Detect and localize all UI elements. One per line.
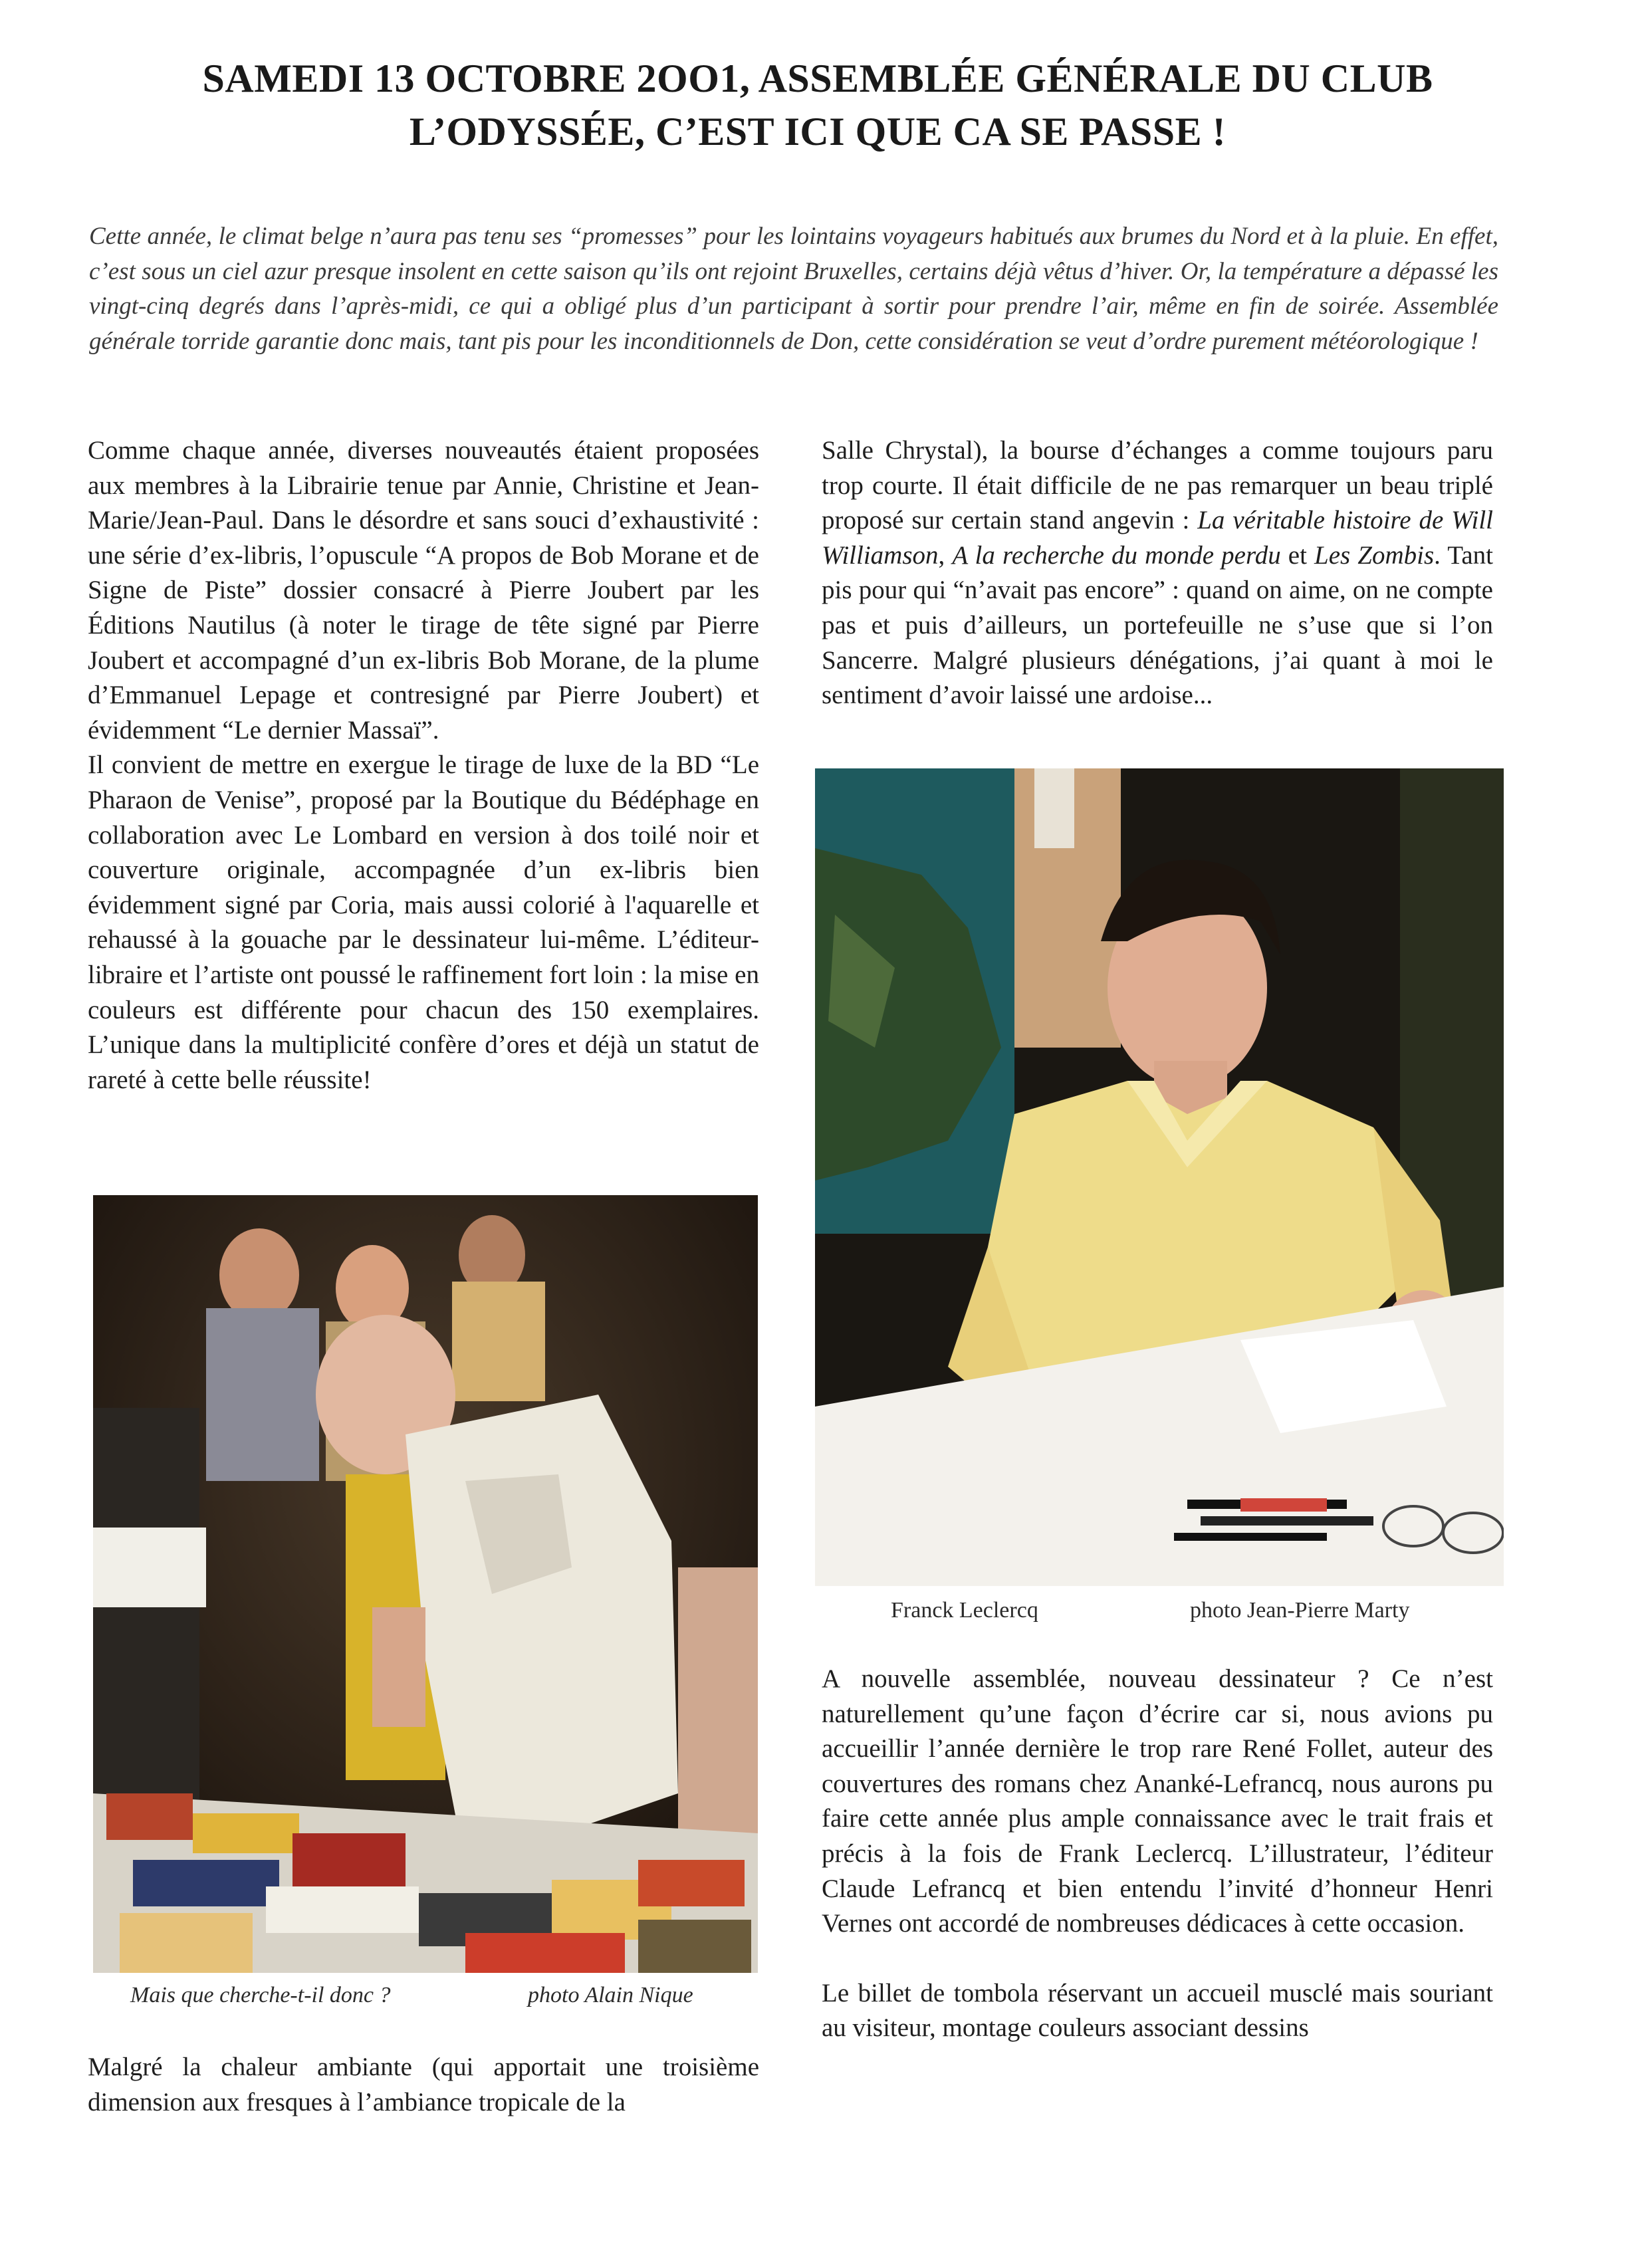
left-paragraph-1: Comme chaque année, diverses nouveautés étaient proposées aux membres à la Librairie tenue par Annie, Christine et Jean-Marie/Jean-Paul. Dans le désordre et sans souci d’exhaustivité : une série d’ex-libris, l’opuscule “A propos de Bob Morane et de Signe de Piste” dossier consacré à Pierre Joubert par les Éditions Nautilus (à noter le tirage de tête signé par Pierre Joubert et accompagné d’un ex-libris Bob Morane, de la plume d’Emmanuel Lepage et contresigné par Pierre Joubert) et évidemment “Le dernier Massaï”. bbox=[88, 436, 759, 744]
left-column-upper bbox=[88, 433, 759, 1097]
photo-franck-leclercq bbox=[815, 768, 1504, 1586]
right-paragraph-2: A nouvelle assemblée, nouveau dessinateur ? Ce n’est naturellement qu’une façon d’écrire car si, nous avions pu accueillir l’année dernière le trop rare René Follet, auteur des couvertures des romans chez Ananké-Lefrancq, nous aurons pu faire cette année plus ample connaissance avec le trait frais et précis à la fois de Frank Leclercq. L’illustrateur, l’éditeur Claude Lefrancq et bien entendu l’invité d’honneur Henri Vernes ont accordé de nombreuses dédicaces à cette occasion. bbox=[822, 1664, 1493, 1938]
left-column-lower bbox=[88, 2050, 759, 2120]
right-paragraph-3: Le billet de tombola réservant un accueil musclé mais souriant au visiteur, montage couleurs associant dessins bbox=[822, 1978, 1493, 2043]
right-paragraph-1-end: . Tant pis pour qui “n’avait pas encore” : quand on aime, on ne compte pas et puis d’ailleurs, un portefeuille ne s’use que si l’on Sancerre. Malgré plusieurs dénégations, j’ai quant à moi le sentiment d’avoir laissé une ardoise... bbox=[822, 540, 1494, 710]
sep-1: , bbox=[938, 540, 953, 570]
book-title-3: Les Zombis bbox=[1314, 540, 1435, 570]
book-title-1: La véritable histoire de Will Williamson bbox=[822, 506, 1494, 570]
right-column-upper bbox=[822, 433, 1493, 713]
book-title-2: A la recherche du monde perdu bbox=[952, 540, 1281, 570]
left-photo-credit: photo Alain Nique bbox=[528, 1983, 693, 2007]
photo-franck-leclercq-image bbox=[815, 768, 1504, 1586]
title-line-2: L’ODYSSÉE, C’EST ICI QUE CA SE PASSE ! bbox=[409, 110, 1227, 154]
right-paragraph-1 bbox=[822, 433, 1493, 713]
right-paragraph-1-start: Salle Chrystal), la bourse d’échanges a comme toujours paru trop courte. Il était difficile de ne pas remarquer un beau triplé proposé sur certain stand angevin : bbox=[822, 436, 1493, 535]
photo-book-browser-image bbox=[93, 1195, 758, 1973]
and-word: et bbox=[1280, 540, 1315, 570]
article-title bbox=[93, 52, 1542, 158]
left-photo-caption: Mais que cherche-t-il donc ? bbox=[130, 1983, 391, 2007]
photo-book-browser bbox=[93, 1195, 758, 1973]
intro-paragraph: Cette année, le climat belge n’aura pas tenu ses “promesses” pour les lointains voyageurs habitués aux brumes du Nord et à la pluie. En effet, c’est sous un ciel azur presque insolent en cette saison qu’ils ont rejoint Bruxelles, certains déjà vêtus d’hiver. Or, la température a dépassé les vingt-cinq degrés dans l’après-midi, ce qui a obligé plus d’un participant à sortir pour prendre l’air, même en fin de soirée. Assemblée générale torride garantie donc mais, tant pis pour les inconditionnels de Don, cette considération se veut d’ordre purement météorologique ! bbox=[89, 223, 1498, 355]
right-column-lower bbox=[822, 1662, 1493, 2046]
right-photo-caption: Franck Leclercq bbox=[891, 1598, 1038, 1623]
left-paragraph-2: Il convient de mettre en exergue le tirage de luxe de la BD “Le Pharaon de Venise”, proposé par la Boutique du Bédéphage en collaboration avec Le Lombard en version à dos toilé noir et couverture originale, accompagnée d’un ex-libris bien évidemment signé par Coria, mais aussi colorié à l'aquarelle et rehaussé à la gouache par le dessinateur lui-même. L’éditeur-libraire et l’artiste ont poussé le raffinement fort loin : la mise en couleurs est différente pour chacun des 150 exemplaires. L’unique dans la multiplicité confère d’ores et déjà un statut de rareté à cette belle réussite! bbox=[88, 750, 759, 1094]
left-paragraph-3: Malgré la chaleur ambiante (qui apportait une troisième dimension aux fresques à l’ambiance tropicale de la bbox=[88, 2053, 759, 2116]
right-photo-credit: photo Jean-Pierre Marty bbox=[1190, 1598, 1410, 1623]
title-line-1: SAMEDI 13 OCTOBRE 2OO1, ASSEMBLÉE GÉNÉRALE DU CLUB bbox=[202, 57, 1433, 100]
